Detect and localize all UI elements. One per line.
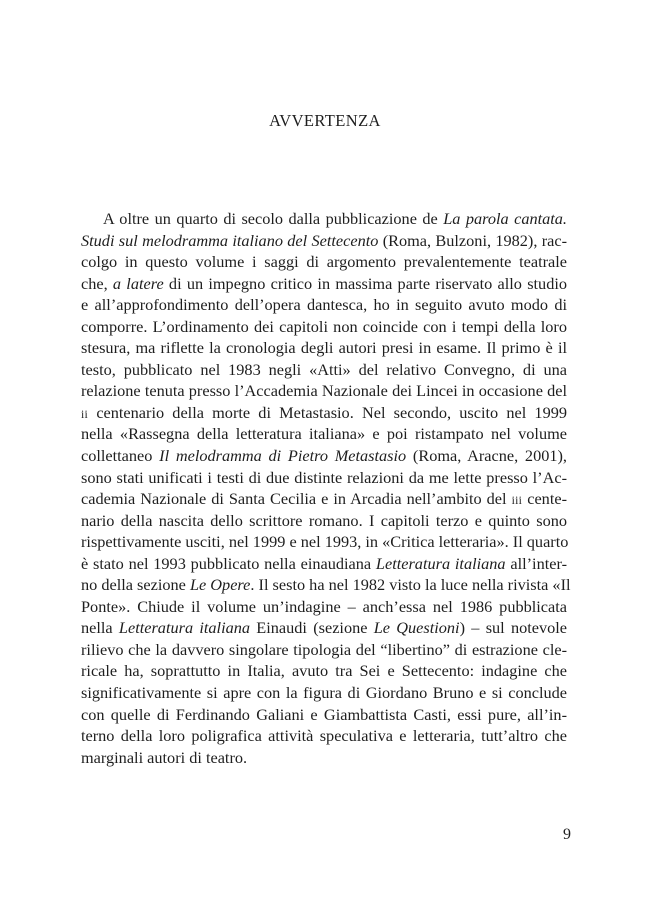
text-line [81,467,567,489]
text-line [81,725,567,747]
text-segment: relazione tenuta presso l’Accademia Nazionale dei Lincei in occasione del [81,381,567,401]
text-segment: rispettivamente usciti, nel 1999 e nel 1993, in «Critica letteraria». Il quarto [81,532,569,552]
text-line [81,682,567,704]
text-line [81,337,567,359]
text-segment: con quelle di Ferdinando Galiani e Giambattista Casti, essi pure, all’in- [81,704,567,724]
body-paragraph [81,208,571,768]
text-segment: cademia Nazionale di Santa Cecilia e in Arcadia nell’ambito del [81,489,512,509]
text-line [81,574,571,596]
text-line [81,273,567,295]
text-segment: marginali autori di teatro. [81,747,248,767]
text-segment: colgo in questo volume i saggi di argomento prevalentemente teatrale [81,252,567,272]
text-segment: Ponte». Chiude il volume un’indagine – anch’essa nel 1986 pubblicata [81,596,567,616]
text-segment: nario della nascita dello scrittore romano. I capitoli terzo e quinto sono [81,510,567,530]
text-line [81,294,567,316]
text-segment: centenario della morte di Metastasio. Nel secondo, uscito nel 1999 [88,402,567,422]
text-line [81,617,567,639]
page-number: 9 [563,826,571,843]
text-line [81,747,567,769]
text-segment: di un impegno critico in massima parte riservato allo studio [163,273,568,293]
text-line [81,639,567,661]
text-line [81,359,567,381]
text-segment: testo, pubblicato nel 1983 negli «Atti» del relativo Convegno, di una [81,359,567,379]
text-segment: Einaudi (sezione [250,618,374,638]
text-segment: significativamente si apre con la figura di Giordano Bruno e si conclude [81,683,567,703]
text-line [81,510,567,532]
text-line [81,553,567,575]
text-segment: è stato nel 1993 pubblicato nella einaudiana [81,553,376,573]
text-line [81,660,567,682]
text-segment: ricale ha, soprattutto in Italia, avuto tra Sei e Settecento: indagine che [81,661,567,681]
italic-phrase: La parola cantata. [443,209,568,228]
text-segment: (Roma, Bulzoni, 1982), rac- [378,230,568,250]
page-title: AVVERTENZA [269,111,381,130]
text-segment: collettaneo [81,446,160,466]
text-segment: sono stati unificati i testi di due distinte relazioni da me lette presso l’Ac- [81,467,567,487]
italic-phrase: a latere [112,273,164,293]
text-segment: nella «Rassegna della letteratura italiana» e poi ristampato nel volume [81,424,567,444]
text-segment: (Roma, Aracne, 2001), [406,446,567,466]
text-segment: . Il sesto ha nel 1982 visto la luce nella rivista «Il [250,575,571,595]
italic-phrase: Studi sul melodramma italiano del Settecento [81,230,379,250]
text-segment: che, [81,273,113,293]
text-segment: comporre. L’ordinamento dei capitoli non coincide con i tempi della loro [81,316,567,336]
text-segment: ) – sul notevole [459,618,568,638]
text-segment: no della sezione [81,575,190,595]
roman-numeral: ii [81,407,89,421]
text-line [81,445,567,467]
text-line [81,596,567,618]
text-line [81,531,567,553]
text-line [81,316,567,338]
text-line [81,488,567,510]
text-segment: all’inter- [505,553,567,573]
italic-phrase: Letteratura italiana [118,618,251,638]
text-segment: e all’approfondimento dell’opera dantesca, ho in seguito avuto modo di [81,295,567,315]
italic-phrase: Le Opere [189,575,251,595]
text-line [81,380,567,402]
text-segment: A oltre un quarto di secolo dalla pubblicazione de [103,209,444,228]
text-line [81,402,567,424]
text-segment: rilievo che la davvero singolare tipologia del “libertino” di estrazione cle- [81,639,567,659]
text-line [81,704,567,726]
text-segment: nella [81,618,119,638]
text-segment: terno della loro poligrafica attività speculativa e letteraria, tutt’altro che [81,726,567,746]
text-segment: cente- [522,489,567,509]
text-line [81,208,567,230]
italic-phrase: Le Questioni [373,618,460,638]
text-segment: stesura, ma riflette la cronologia degli autori presi in esame. Il primo è il [81,338,567,358]
italic-phrase: Letteratura italiana [375,553,506,573]
roman-numeral: iii [511,494,523,508]
italic-phrase: Il melodramma di Pietro Metastasio [159,446,407,466]
text-line [81,230,567,252]
text-line [81,251,567,273]
text-line [81,423,567,445]
